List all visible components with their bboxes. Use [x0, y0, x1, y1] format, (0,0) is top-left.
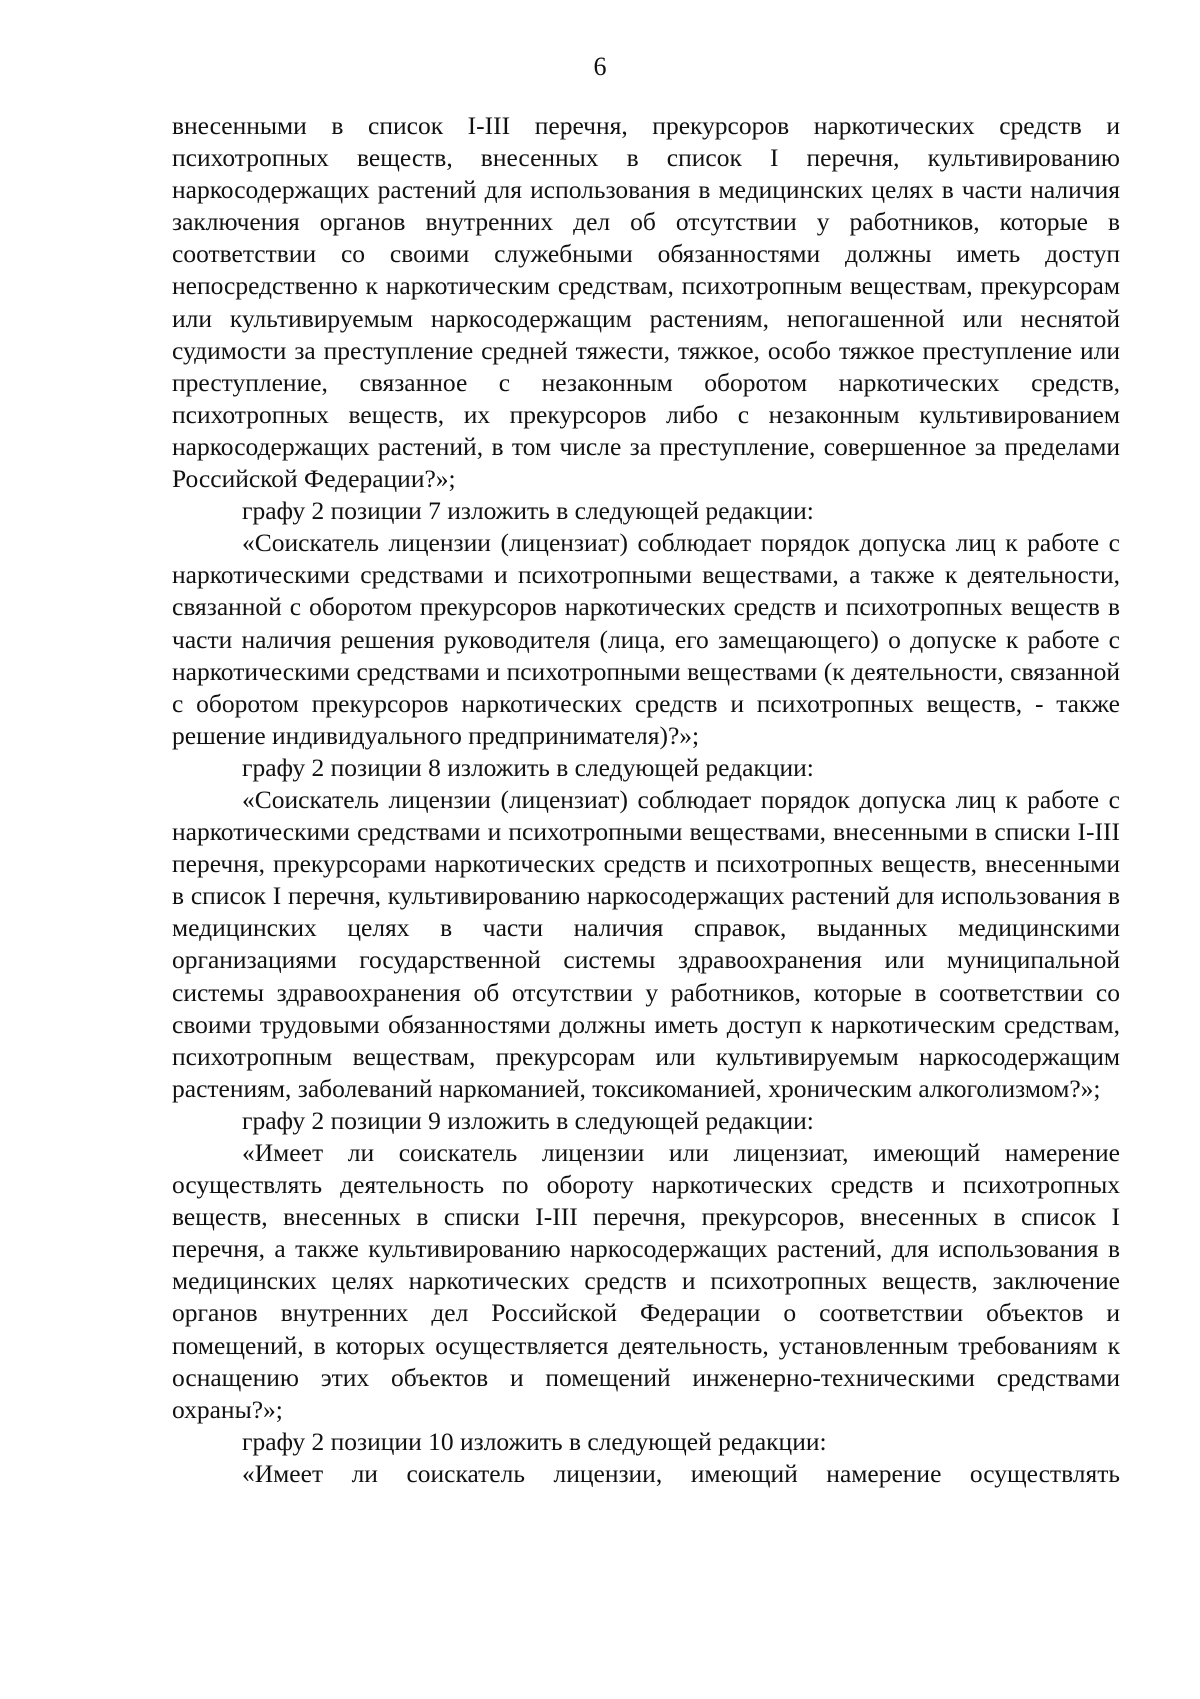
paragraph-amendment-heading-position-10: графу 2 позиции 10 изложить в следующей редакции: — [242, 1426, 827, 1456]
paragraph-quote-position-10: «Имеет ли соискатель лицензии, имеющий намерение осуществлять — [242, 1458, 1120, 1488]
paragraph-amendment-heading-position-8: графу 2 позиции 8 изложить в следующей редакции: — [242, 752, 814, 782]
paragraph-quote-position-9: «Имеет ли соискатель лицензии или лицензиат, имеющий намерение осуществлять деятельность по обороту наркотических средств и психотропных веществ, внесенных в списки I-III перечня, прекурсоров, внесенных в список I перечня, а также культивированию наркосодержащих растений, для использования в медицинских целях наркотических средств и психотропных веществ, заключение органов внутренних дел Российской Федерации о соответствии объектов и помещений, в которых осуществляется деятельность, установленным требованиям к оснащению этих объектов и помещений инженерно-техническими средствами охраны?»; — [172, 1138, 1120, 1424]
paragraph-continuation: внесенными в список I-III перечня, прекурсоров наркотических средств и психотропных веществ, внесенных в список I перечня, культивированию наркосодержащих растений для использования в медицинских целях в части наличия заключения органов внутренних дел об отсутствии у работников, которые в соответствии со своими служебными обязанностями должны иметь доступ непосредственно к наркотическим средствам, психотропным веществам, прекурсорам или культивируемым наркосодержащим растениям, непогашенной или неснятой судимости за преступление средней тяжести, тяжкое, особо тяжкое преступление или преступление, связанное с незаконным оборотом наркотических средств, психотропных веществ, их прекурсоров либо с незаконным культивированием наркосодержащих растений, в том числе за преступление, совершенное за пределами Российской Федерации?»; — [172, 111, 1120, 494]
paragraph-quote-position-8: «Соискатель лицензии (лицензиат) соблюдает порядок допуска лиц к работе с наркотическими средствами и психотропными веществами, внесенными в списки I-III перечня, прекурсорами наркотических средств и психотропных веществ, внесенными в список I перечня, культивированию наркосодержащих растений для использования в медицинских целях в части наличия справок, выданных медицинскими организациями государственной системы здравоохранения или муниципальной системы здравоохранения об отсутствии у работников, которые в соответствии со своими трудовыми обязанностями должны иметь доступ к наркотическим средствам, психотропным веществам, прекурсорам или культивируемым наркосодержащим растениям, заболеваний наркоманией, токсикоманией, хроническим алкоголизмом?»; — [172, 784, 1120, 1103]
document-body — [172, 110, 1120, 1490]
paragraph-amendment-heading-position-7: графу 2 позиции 7 изложить в следующей редакции: — [242, 496, 814, 526]
paragraph-quote-position-7: «Соискатель лицензии (лицензиат) соблюдает порядок допуска лиц к работе с наркотическими средствами и психотропными веществами, а также к деятельности, связанной с оборотом прекурсоров наркотических средств и психотропных веществ в части наличия решения руководителя (лица, его замещающего) о допуске к работе с наркотическими средствами и психотропными веществами (к деятельности, связанной с оборотом прекурсоров наркотических средств и психотропных веществ, - также решение индивидуального предпринимателя)?»; — [172, 528, 1120, 750]
page-number: 6 — [593, 52, 607, 81]
paragraph-amendment-heading-position-9: графу 2 позиции 9 изложить в следующей редакции: — [242, 1105, 814, 1135]
